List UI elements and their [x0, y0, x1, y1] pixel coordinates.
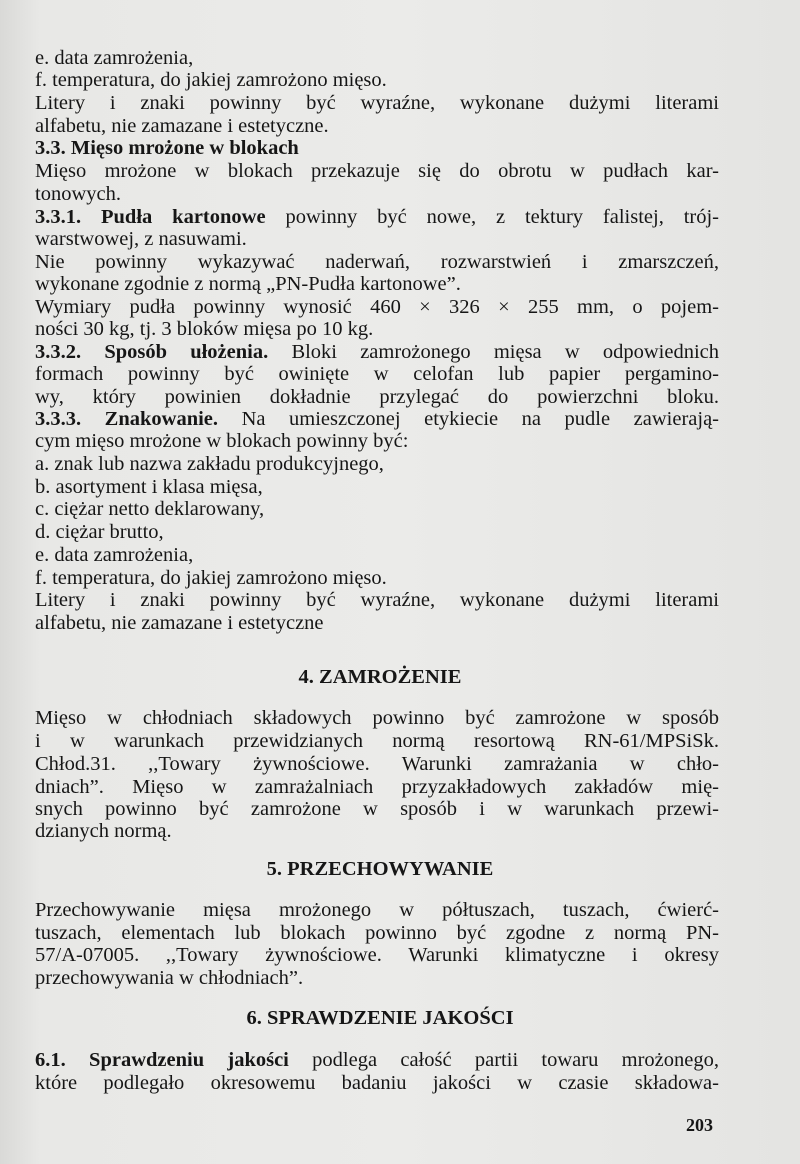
text-line [35, 340, 719, 364]
text-line [35, 159, 719, 183]
text-line [35, 898, 719, 922]
text-line [35, 136, 719, 160]
section-heading: 4. ZAMROŻENIE [298, 666, 462, 688]
text-line [35, 250, 719, 274]
text-line [35, 317, 719, 341]
line-text: e. data zamrożenia, [35, 544, 194, 566]
text-line [35, 819, 719, 843]
line-text: Mięso w chłodniach składowych powinno być zamrożone w sposób [35, 707, 719, 729]
text-line [35, 68, 719, 92]
line-text: alfabetu, nie zamazane i estetyczne. [35, 115, 329, 137]
text-line [35, 588, 719, 612]
line-text: wykonane zgodnie z normą „PN-Pudła kartonowe”. [35, 273, 461, 295]
bold-term: 3.3. Mięso mrożone w blokach [35, 137, 299, 159]
line-text: dniach”. Mięso w zamrażalniach przyzakładowych zakładów mię- [35, 776, 719, 798]
section-heading: 6. SPRAWDZENIE JAKOŚCI [246, 1007, 514, 1029]
text-line [35, 943, 719, 967]
text-line [35, 566, 719, 590]
line-text: Nie powinny wykazywać naderwań, rozwarstwień i zmarszczeń, [35, 251, 719, 273]
bold-term: 6.1. Sprawdzeniu jakości [35, 1049, 289, 1071]
line-text: c. ciężar netto deklarowany, [35, 498, 265, 520]
line-text: f. temperatura, do jakiej zamrożono mięso. [35, 69, 387, 91]
line-text: cym mięso mrożone w blokach powinny być: [35, 430, 409, 452]
text-line [35, 1071, 719, 1095]
line-text: Bloki zamrożonego mięsa w odpowiednich [268, 341, 719, 363]
line-text: które podlegało okresowemu badaniu jakości w czasie składowa- [35, 1072, 719, 1094]
line-text: tonowych. [35, 183, 121, 205]
text-line [35, 295, 719, 319]
line-text: Wymiary pudła powinny wynosić 460 × 326 × 255 mm, o pojem- [35, 296, 719, 318]
line-text: dzianych normą. [35, 820, 172, 842]
text-line [35, 497, 719, 521]
text-line [35, 205, 719, 229]
bold-term: 3.3.2. Sposób ułożenia. [35, 341, 269, 363]
line-text: Chłod.31. ,,Towary żywnościowe. Warunki zamrażania w chło- [35, 753, 719, 775]
page-number: 203 [686, 1115, 713, 1135]
text-line [35, 966, 719, 990]
text-line [35, 797, 719, 821]
bold-term: 3.3.3. Znakowanie. [35, 408, 219, 430]
text-line [35, 452, 719, 476]
text-line [35, 114, 719, 138]
text-line [35, 475, 719, 499]
line-text: alfabetu, nie zamazane i estetyczne [35, 612, 324, 634]
text-line [35, 752, 719, 776]
text-line [35, 227, 719, 251]
section-heading: 5. PRZECHOWYWANIE [266, 858, 494, 880]
line-text: Mięso mrożone w blokach przekazuje się do obrotu w pudłach kar- [35, 160, 719, 182]
line-text: d. ciężar brutto, [35, 521, 164, 543]
text-line [35, 543, 719, 567]
line-text: b. asortyment i klasa mięsa, [35, 476, 263, 498]
text-line [35, 611, 719, 635]
text-line [35, 362, 719, 386]
line-text: Przechowywanie mięsa mrożonego w półtuszach, tuszach, ćwierć- [35, 899, 719, 921]
text-line [35, 385, 719, 409]
text-line [35, 46, 719, 70]
line-text: snych powinno być zamrożone w sposób i w warunkach przewi- [35, 798, 719, 820]
line-text: Litery i znaki powinny być wyraźne, wykonane dużymi literami [35, 589, 719, 611]
text-line [35, 91, 719, 115]
text-line [35, 921, 719, 945]
text-line [35, 775, 719, 799]
line-text: tuszach, elementach lub blokach powinno być zgodne z normą PN- [35, 922, 719, 944]
line-text: Na umieszczonej etykiecie na pudle zawierają- [218, 408, 719, 430]
line-text: i w warunkach przewidzianych normą resortową RN-61/MPSiSk. [35, 730, 719, 752]
line-text: ności 30 kg, tj. 3 bloków mięsa po 10 kg. [35, 318, 374, 340]
line-text: 57/A-07005. ,,Towary żywnościowe. Warunki klimatyczne i okresy [35, 944, 719, 966]
bold-term: 3.3.1. Pudła kartonowe [35, 206, 266, 228]
text-line [35, 729, 719, 753]
line-text: wy, który powinien dokładnie przylegać do powierzchni bloku. [35, 386, 719, 408]
text-line [35, 429, 719, 453]
text-line [35, 407, 719, 431]
text-line [35, 272, 719, 296]
line-text: a. znak lub nazwa zakładu produkcyjnego, [35, 453, 384, 475]
line-text: f. temperatura, do jakiej zamrożono mięso. [35, 567, 387, 589]
line-text: powinny być nowe, z tektury falistej, trój- [265, 206, 719, 228]
line-text: warstwowej, z nasuwami. [35, 228, 247, 250]
line-text: Litery i znaki powinny być wyraźne, wykonane dużymi literami [35, 92, 719, 114]
line-text: e. data zamrożenia, [35, 47, 194, 69]
text-line [35, 182, 719, 206]
line-text: podlega całość partii towaru mrożonego, [288, 1049, 719, 1071]
text-line [35, 706, 719, 730]
text-line [35, 520, 719, 544]
text-line [35, 1048, 719, 1072]
line-text: przechowywania w chłodniach”. [35, 967, 304, 989]
line-text: formach powinny być owinięte w celofan lub papier pergamino- [35, 363, 719, 385]
